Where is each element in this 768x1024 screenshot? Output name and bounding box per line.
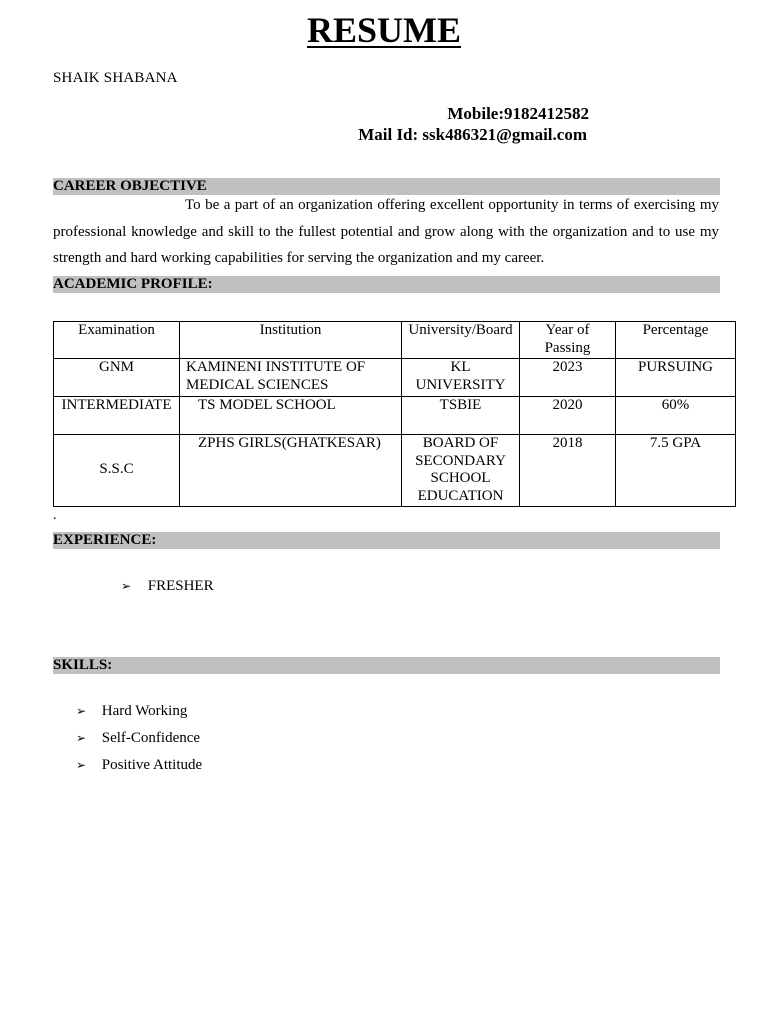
mail-id: Mail Id: ssk486321@gmail.com — [358, 125, 587, 144]
career-objective-text: To be a part of an organization offering excellent opportunity in terms of exercising my professional knowledge and skill to the fullest potential and grow along with the organization and to use my strength and hard working capabilities for serving the organization and my career. — [53, 197, 719, 266]
experience-heading-label: EXPERIENCE: — [53, 532, 157, 548]
cell-institution: ZPHS GIRLS(GHATKESAR) — [180, 435, 402, 507]
table-row — [54, 397, 736, 435]
experience-heading — [53, 532, 720, 549]
skill-item: Hard Working — [101, 703, 188, 719]
experience-item: FRESHER — [147, 578, 214, 594]
cell-percentage: PURSUING — [616, 359, 736, 397]
list-item — [76, 701, 187, 721]
arrowhead-bullet-icon: ➢ — [121, 579, 132, 593]
cell-examination: S.S.C — [54, 435, 180, 507]
column-header: Examination — [54, 322, 180, 359]
arrowhead-bullet-icon: ➢ — [76, 704, 87, 718]
cell-board: BOARD OF SECONDARY SCHOOL EDUCATION — [402, 435, 520, 507]
column-header: Year of Passing — [520, 322, 616, 359]
cell-examination: INTERMEDIATE — [54, 397, 180, 435]
column-header: University/Board — [402, 322, 520, 359]
cell-percentage: 7.5 GPA — [616, 435, 736, 507]
table-row — [54, 435, 736, 507]
academic-profile-heading — [53, 276, 720, 293]
column-header: Institution — [180, 322, 402, 359]
skills-heading — [53, 657, 720, 674]
arrowhead-bullet-icon: ➢ — [76, 758, 87, 772]
cell-examination: GNM — [54, 359, 180, 397]
mobile-number: Mobile:9182412582 — [447, 104, 589, 123]
arrowhead-bullet-icon: ➢ — [76, 731, 87, 745]
candidate-name: SHAIK SHABANA — [53, 70, 178, 86]
list-item — [76, 728, 200, 748]
cell-year: 2020 — [520, 397, 616, 435]
skill-item: Positive Attitude — [101, 757, 203, 773]
cell-year: 2023 — [520, 359, 616, 397]
table-header-row — [54, 322, 736, 359]
list-item — [121, 576, 214, 596]
cell-year: 2018 — [520, 435, 616, 507]
cell-board: KL UNIVERSITY — [402, 359, 520, 397]
column-header: Percentage — [616, 322, 736, 359]
skill-item: Self-Confidence — [101, 730, 201, 746]
table-row — [54, 359, 736, 397]
page-title: RESUME — [306, 10, 462, 50]
trailing-mark: . — [53, 508, 57, 523]
academic-profile-heading-label: ACADEMIC PROFILE: — [53, 276, 213, 292]
cell-percentage: 60% — [616, 397, 736, 435]
cell-institution: TS MODEL SCHOOL — [180, 397, 402, 435]
cell-board: TSBIE — [402, 397, 520, 435]
skills-heading-label: SKILLS: — [53, 657, 113, 673]
academic-table — [53, 321, 736, 507]
list-item — [76, 755, 202, 775]
cell-institution: KAMINENI INSTITUTE OF MEDICAL SCIENCES — [180, 359, 402, 397]
career-objective-heading-label: CAREER OBJECTIVE — [53, 178, 207, 194]
